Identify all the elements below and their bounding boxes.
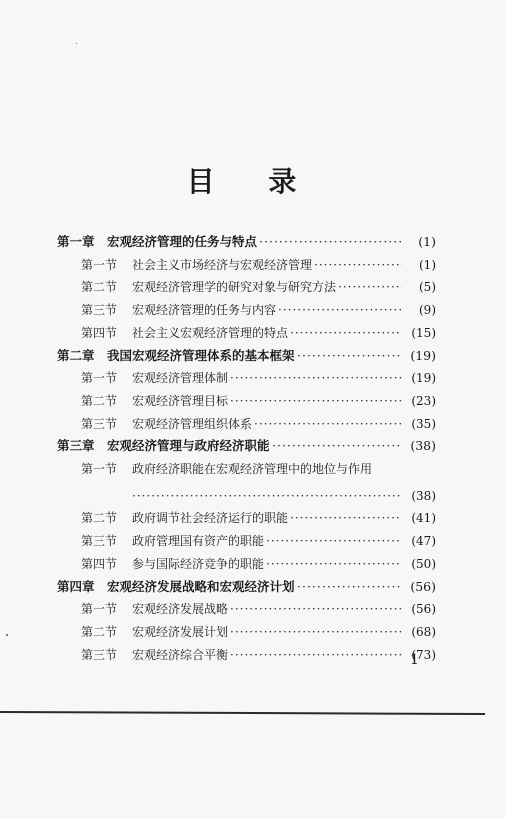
toc-entry-title: 宏观经济管理的任务与特点 bbox=[107, 234, 258, 249]
toc-chapter-row[interactable] bbox=[0, 345, 505, 367]
toc-entry-title: 宏观经济发展战略和宏观经济计划 bbox=[107, 578, 295, 594]
toc-chapter-row[interactable] bbox=[0, 576, 505, 598]
toc-section-row[interactable] bbox=[0, 621, 505, 643]
toc-section-row[interactable] bbox=[0, 390, 505, 412]
toc-section-row[interactable] bbox=[0, 322, 505, 344]
toc-page-number: ( 35 ) bbox=[411, 413, 436, 435]
toc-entry-number: 第三节 bbox=[81, 416, 118, 431]
toc-page-number: ( 38 ) bbox=[410, 435, 436, 457]
toc-dot-leader bbox=[278, 299, 402, 321]
toc-entry-title: 政府经济职能在宏观经济管理中的地位与作用 bbox=[132, 462, 373, 476]
toc-page-number: ( 73 ) bbox=[411, 644, 436, 666]
toc-page-number: ( 38 ) bbox=[411, 485, 436, 507]
toc-dot-leader bbox=[297, 345, 402, 367]
toc-dot-leader bbox=[230, 621, 402, 643]
toc-chapter-row[interactable] bbox=[0, 435, 505, 457]
toc-entry-number: 第四节 bbox=[81, 556, 118, 571]
toc-chapter-row[interactable] bbox=[0, 231, 505, 253]
toc-page-number: ( 1 ) bbox=[418, 231, 436, 253]
toc-page-number: ( 47 ) bbox=[411, 530, 436, 552]
toc-entry-title: 社会主义宏观经济管理的特点 bbox=[132, 325, 289, 340]
toc-entry-title: 宏观经济管理学的研究对象与研究方法 bbox=[132, 280, 337, 295]
toc-entry-title: 我国宏观经济管理体系的基本框架 bbox=[107, 347, 295, 363]
toc-page-number: ( 5 ) bbox=[419, 276, 436, 298]
toc-page-number: ( 19 ) bbox=[410, 345, 436, 367]
toc-page-number: ( 41 ) bbox=[411, 507, 436, 529]
toc-page-number: ( 19 ) bbox=[411, 367, 436, 389]
toc-dot-leader bbox=[230, 390, 402, 412]
toc-entry-title: 政府调节社会经济运行的职能 bbox=[132, 511, 289, 526]
toc-dot-leader bbox=[254, 413, 402, 435]
toc-entry-title: 宏观经济管理的任务与内容 bbox=[132, 303, 277, 318]
page-number: 1 bbox=[410, 652, 419, 668]
toc-entry-number: 第三章 bbox=[57, 438, 95, 454]
toc-section-row[interactable] bbox=[0, 458, 505, 480]
toc-entry-number: 第一章 bbox=[57, 234, 95, 249]
toc-page-number: ( 1 ) bbox=[419, 254, 436, 276]
toc-entry-number: 第二节 bbox=[81, 624, 118, 639]
toc-section-row[interactable] bbox=[0, 644, 505, 666]
toc-section-row[interactable] bbox=[0, 413, 505, 435]
toc-dot-leader bbox=[132, 485, 402, 507]
toc-dot-leader bbox=[230, 644, 402, 666]
toc-dot-leader bbox=[259, 231, 402, 253]
toc-section-row[interactable] bbox=[0, 367, 505, 389]
toc-entry-number: 第二节 bbox=[81, 280, 118, 295]
toc-dot-leader bbox=[266, 530, 402, 552]
toc-page-number: ( 56 ) bbox=[411, 598, 436, 620]
scan-speck bbox=[6, 634, 8, 636]
toc-page-number: ( 68 ) bbox=[411, 621, 436, 643]
toc-dot-leader bbox=[338, 276, 402, 298]
toc-dot-leader bbox=[297, 576, 402, 598]
toc-section-row[interactable] bbox=[0, 553, 505, 575]
toc-entry-number: 第一节 bbox=[81, 602, 118, 617]
toc-page-number: ( 9 ) bbox=[419, 299, 436, 321]
toc-page-number: ( 23 ) bbox=[411, 390, 436, 412]
toc-dot-leader bbox=[272, 435, 402, 457]
toc-page-number: ( 15 ) bbox=[411, 322, 436, 344]
toc-entry-number: 第三节 bbox=[81, 303, 118, 318]
toc-entry-number: 第一节 bbox=[81, 371, 118, 386]
toc-entry-title: 宏观经济管理目标 bbox=[132, 393, 229, 408]
toc-entry-title: 宏观经济发展战略 bbox=[132, 602, 229, 617]
toc-entry-title: 宏观经济管理与政府经济职能 bbox=[107, 438, 270, 454]
toc-entry-number: 第三节 bbox=[81, 534, 118, 549]
toc-entry-title: 参与国际经济竞争的职能 bbox=[132, 556, 265, 571]
toc-page-number: ( 50 ) bbox=[411, 553, 436, 575]
toc-section-row[interactable] bbox=[0, 598, 505, 620]
toc-entry-title: 宏观经济发展计划 bbox=[132, 624, 229, 639]
toc-dot-leader bbox=[230, 598, 402, 620]
toc-entry-number: 第一节 bbox=[81, 257, 118, 272]
toc-section-row[interactable] bbox=[0, 507, 505, 529]
toc-dot-leader bbox=[290, 507, 402, 529]
toc-entry-number: 第二节 bbox=[81, 393, 118, 408]
toc-entry-title: 宏观经济管理体制 bbox=[132, 371, 229, 386]
toc-dot-leader bbox=[230, 367, 402, 389]
toc-entry-title: 社会主义市场经济与宏观经济管理 bbox=[132, 257, 313, 272]
toc-entry-title: 宏观经济综合平衡 bbox=[132, 647, 229, 662]
toc-entry-number: 第二章 bbox=[57, 347, 95, 363]
toc-entry-title: 宏观经济管理组织体系 bbox=[132, 416, 253, 431]
toc-entry-number: 第二节 bbox=[81, 511, 118, 526]
toc-section-row[interactable] bbox=[0, 530, 505, 552]
toc-entry-number: 第一节 bbox=[81, 462, 118, 476]
toc-section-row[interactable] bbox=[0, 254, 505, 276]
toc-dot-leader bbox=[314, 254, 402, 276]
toc-dot-leader bbox=[266, 553, 402, 575]
toc-entry-number: 第四章 bbox=[57, 578, 95, 594]
toc-section-row-continuation[interactable] bbox=[0, 485, 505, 507]
toc-page-number: ( 56 ) bbox=[410, 576, 436, 598]
toc-section-row[interactable] bbox=[0, 299, 505, 321]
toc-entry-title: 政府管理国有资产的职能 bbox=[132, 534, 265, 549]
toc-entry-number: 第四节 bbox=[81, 325, 118, 340]
toc-entry-number: 第三节 bbox=[81, 647, 118, 662]
page-title: 目 录 bbox=[186, 165, 319, 198]
toc-dot-leader bbox=[290, 322, 402, 344]
scan-speck bbox=[76, 43, 77, 44]
toc-section-row[interactable] bbox=[0, 276, 505, 298]
